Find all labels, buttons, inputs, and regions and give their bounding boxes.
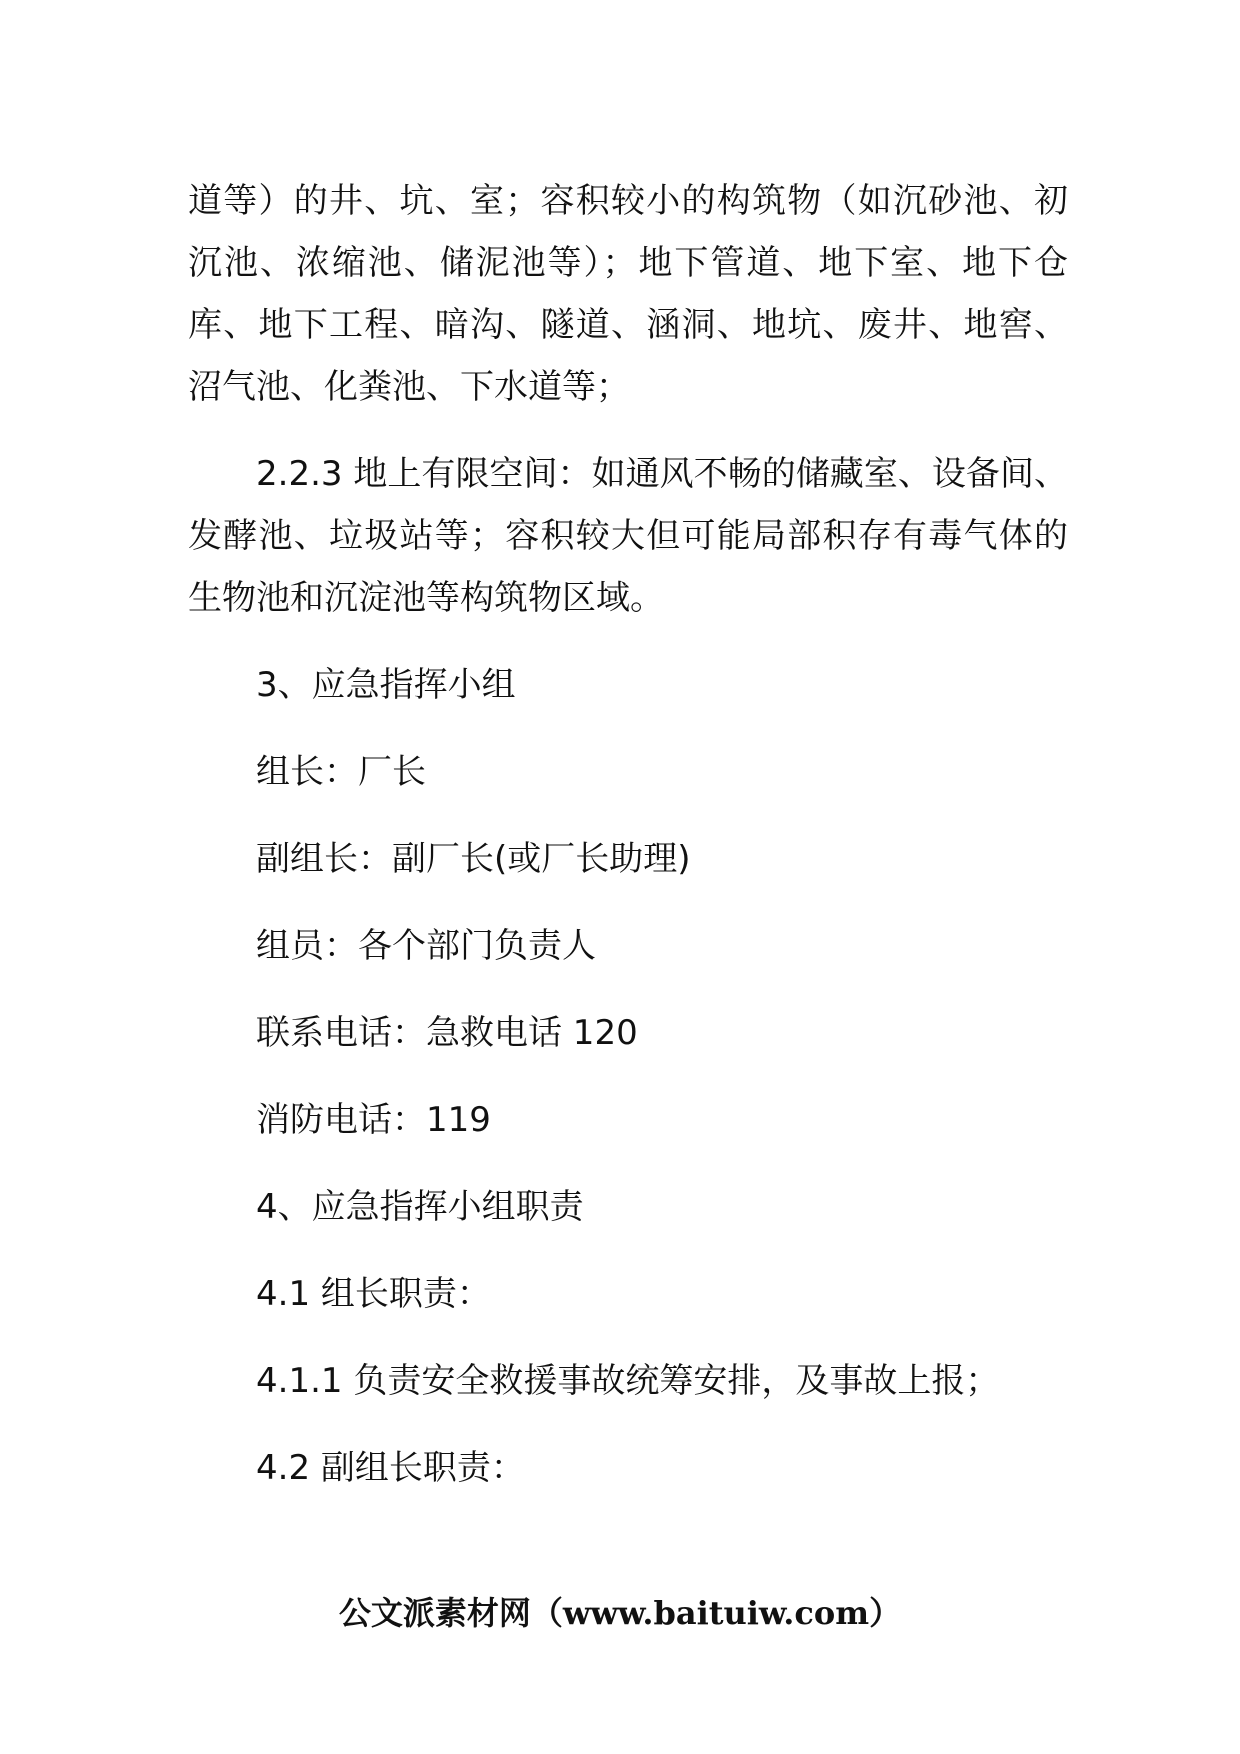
- document-body: [188, 170, 1068, 1524]
- heading-leader-duties: 4.1 组长职责：: [256, 1274, 491, 1314]
- line-group-members: 组员：各个部门负责人: [256, 926, 596, 966]
- heading-group-duties: 4、应急指挥小组职责: [256, 1187, 584, 1227]
- paragraph-above-ground-space: 2.2.3 地上有限空间：如通风不畅的储藏室、设备间、发酵池、垃圾站等；容积较大但可能局部积存有毒气体的生物池和沉淀池等构筑物区域。: [188, 454, 1068, 618]
- paragraph-confined-space-list: 道等）的井、坑、室；容积较小的构筑物（如沉砂池、初沉池、浓缩池、储泥池等）；地下管道、地下室、地下仓库、地下工程、暗沟、隧道、涵洞、地坑、废井、地窖、沼气池、化粪池、下水道等；: [188, 181, 1068, 407]
- line-group-leader: 组长：厂长: [256, 752, 426, 792]
- line-deputy-leader: 副组长：副厂长(或厂长助理): [256, 839, 691, 879]
- heading-emergency-command-group: 3、应急指挥小组: [256, 665, 516, 705]
- footer-source-text: 公文派素材网（www.baituiw.com）: [338, 1594, 902, 1632]
- line-emergency-phone: 联系电话：急救电话 120: [256, 1013, 638, 1053]
- line-leader-duty-1: 4.1.1 负责安全救援事故统筹安排，及事故上报；: [256, 1361, 1000, 1401]
- heading-deputy-duties: 4.2 副组长职责：: [256, 1448, 525, 1488]
- line-fire-phone: 消防电话：119: [256, 1100, 491, 1140]
